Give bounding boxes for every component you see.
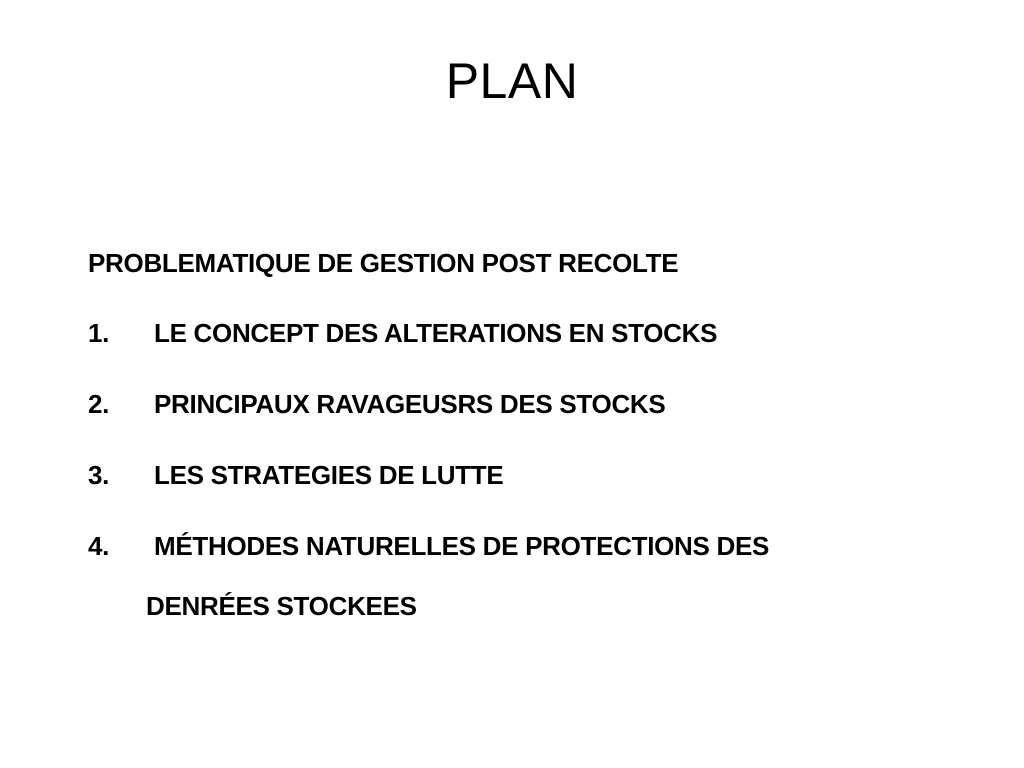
plan-item-text: LE CONCEPT DES ALTERATIONS EN STOCKS (154, 318, 718, 348)
plan-item-1 (88, 318, 968, 349)
slide-title: PLAN (445, 53, 579, 109)
plan-item-3 (88, 460, 968, 491)
plan-item-text: PRINCIPAUX RAVAGEUSRS DES STOCKS (154, 389, 666, 419)
plan-list (88, 318, 968, 602)
plan-item-number: 3. (88, 460, 110, 490)
plan-item-2 (88, 389, 968, 420)
plan-item-number: 1. (88, 318, 110, 348)
plan-item-text: MÉTHODES NATURELLES DE PROTECTIONS DES (154, 531, 770, 561)
plan-item-4 (88, 531, 968, 562)
plan-item-text: LES STRATEGIES DE LUTTE (154, 460, 504, 490)
plan-item-4-continuation: DENRÉES STOCKEES (146, 591, 417, 621)
plan-item-number: 4. (88, 531, 110, 561)
plan-item-number: 2. (88, 389, 110, 419)
intro-line: PROBLEMATIQUE DE GESTION POST RECOLTE (88, 248, 679, 278)
